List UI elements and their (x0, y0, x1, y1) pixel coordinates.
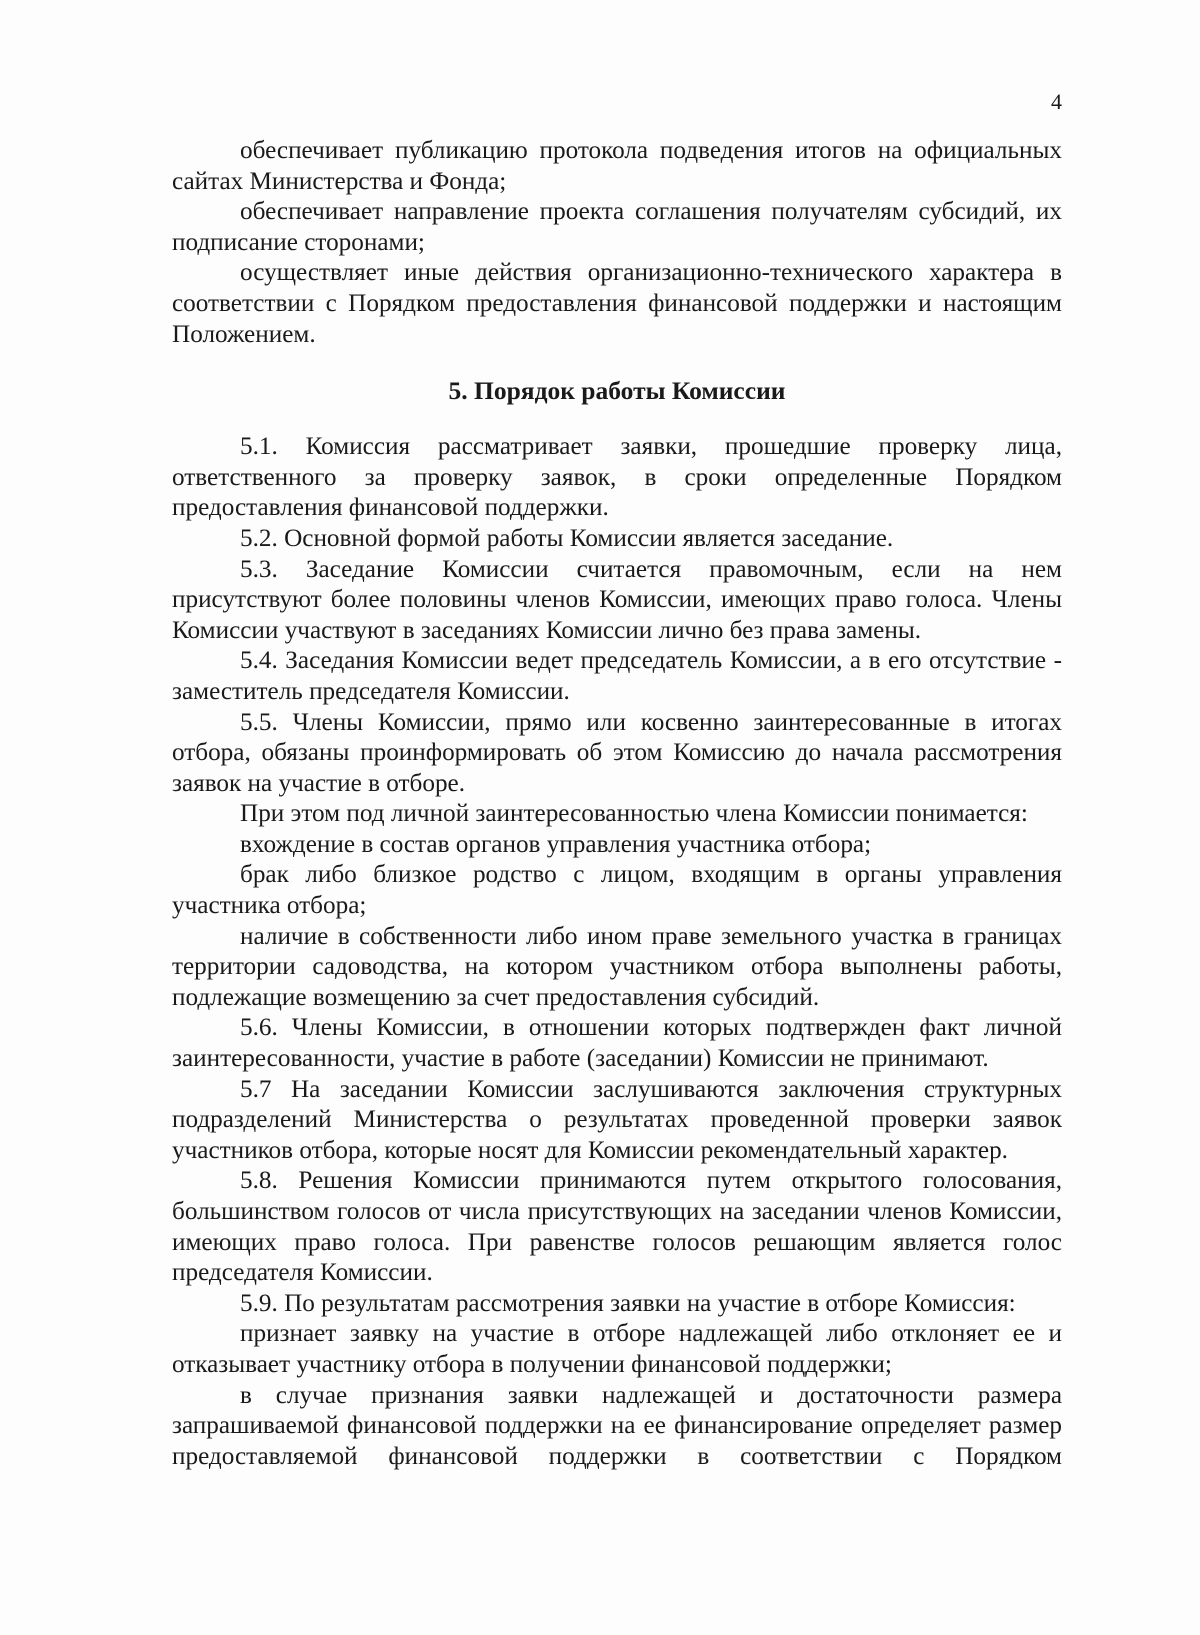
intro-paragraph-1: обеспечивает публикацию протокола подведения итогов на официальных сайтах Министерства и Фонда; (172, 137, 1062, 195)
interest-definition-intro: При этом под личной заинтересованностью члена Комиссии понимается: (240, 800, 1028, 828)
intro-paragraph-3: осуществляет иные действия организационно-технического характера в соответствии с Порядком предоставления финансовой поддержки и настоящим Положением. (172, 259, 1062, 348)
paragraph-5-8: 5.8. Решения Комиссии принимаются путем открытого голосования, большинством голосов от числа присутствующих на заседании членов Комиссии, имеющих право голоса. При равенстве голосов решающим является голос председателя Комиссии. (172, 1167, 1062, 1287)
page-number: 4 (1051, 89, 1062, 114)
paragraph-5-9: 5.9. По результатам рассмотрения заявки на участие в отборе Комиссия: (240, 1289, 1016, 1317)
document-body (172, 136, 1062, 1472)
paragraph-5-3: 5.3. Заседание Комиссии считается правомочным, если на нем присутствуют более половины членов Комиссии, имеющих право голоса. Члены Комиссии участвуют в заседаниях Комиссии лично без права замены. (172, 555, 1062, 644)
section-title: 5. Порядок работы Комиссии (448, 376, 786, 406)
interest-item-2: брак либо близкое родство с лицом, входящим в органы управления участника отбора; (172, 861, 1062, 920)
interest-item-3: наличие в собственности либо ином праве земельного участка в границах территории садоводства, на котором участником отбора выполнены работы, подлежащие возмещению за счет предоставления субсидий. (172, 922, 1062, 1011)
paragraph-5-1: 5.1. Комиссия рассматривает заявки, прошедшие проверку лица, ответственного за проверку заявок, в сроки определенные Порядком предоставления финансовой поддержки. (172, 433, 1062, 522)
interest-item-1: вхождение в состав органов управления участника отбора; (240, 830, 872, 858)
paragraph-5-6: 5.6. Члены Комиссии, в отношении которых подтвержден факт личной заинтересованности, участие в работе (заседании) Комиссии не принимают. (172, 1014, 1062, 1073)
decision-item-2: в случае признания заявки надлежащей и достаточности размера запрашиваемой финансовой поддержки на ее финансирование определяет размер предоставляемой финансовой поддержки в соответствии с Порядком (172, 1381, 1062, 1470)
paragraph-5-5: 5.5. Члены Комиссии, прямо или косвенно заинтересованные в итогах отбора, обязаны проинформировать об этом Комиссию до начала рассмотрения заявок на участие в отборе. (172, 708, 1062, 797)
paragraph-5-2: 5.2. Основной формой работы Комиссии является заседание. (240, 524, 894, 552)
intro-paragraph-2: обеспечивает направление проекта соглашения получателям субсидий, их подписание сторонами; (172, 198, 1062, 256)
paragraph-5-7: 5.7 На заседании Комиссии заслушиваются заключения структурных подразделений Министерства о результатах проведенной проверки заявок участников отбора, которые носят для Комиссии рекомендательный характер. (172, 1075, 1062, 1164)
decision-item-1: признает заявку на участие в отборе надлежащей либо отклоняет ее и отказывает участнику отбора в получении финансовой поддержки; (172, 1320, 1062, 1378)
paragraph-5-4: 5.4. Заседания Комиссии ведет председатель Комиссии, а в его отсутствие - заместитель председателя Комиссии. (172, 647, 1062, 705)
